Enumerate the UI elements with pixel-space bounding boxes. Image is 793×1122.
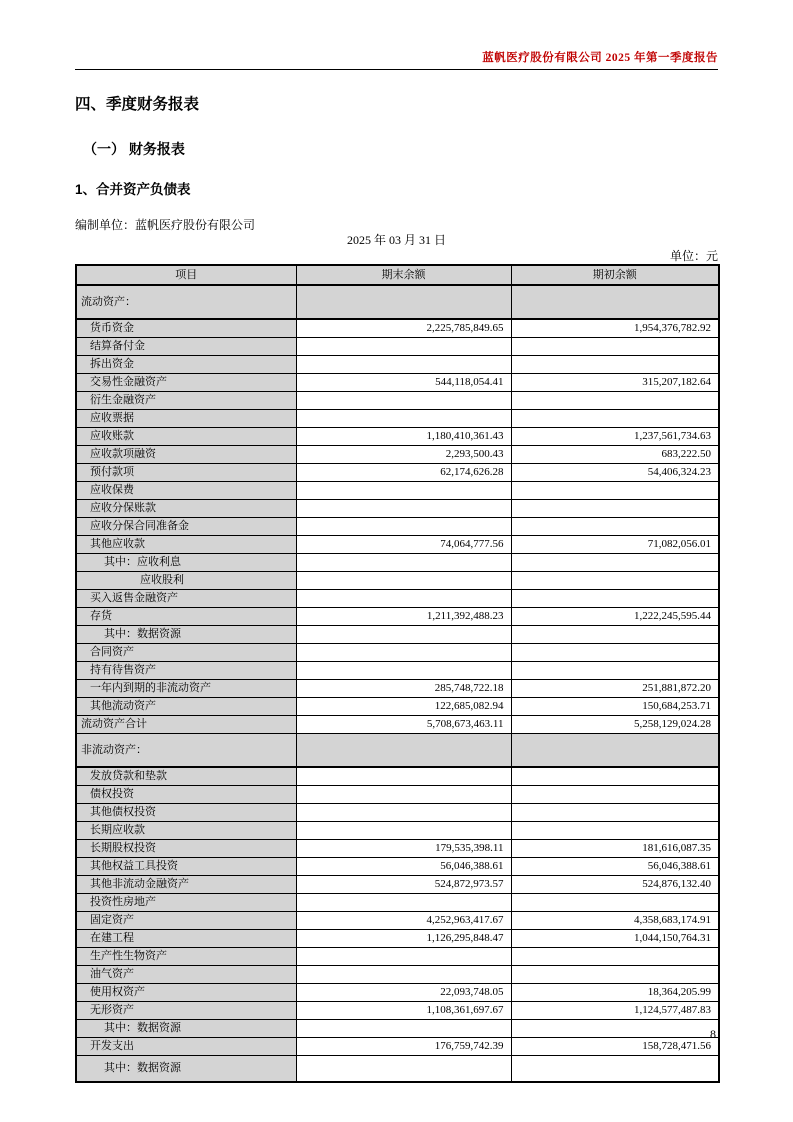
table-row [76,338,719,356]
row-label: 其他非流动金融资产 [76,876,296,894]
table-row [76,464,719,482]
ending-balance-value [296,482,511,500]
row-label: 债权投资 [76,786,296,804]
row-label: 货币资金 [76,319,296,338]
beginning-balance-value: 71,082,056.01 [511,536,719,554]
row-label: 应收分保合同准备金 [76,518,296,536]
row-label: 长期股权投资 [76,840,296,858]
ending-balance-value: 544,118,054.41 [296,374,511,392]
row-label: 流动资产合计 [76,716,296,734]
table-row [76,1002,719,1020]
row-label: 在建工程 [76,930,296,948]
statement-date: 2025 年 03 月 31 日 [346,233,446,247]
table-row [76,716,719,734]
ending-balance-value: 285,748,722.18 [296,680,511,698]
row-label: 固定资产 [76,912,296,930]
header-divider [75,69,718,70]
ending-balance-value: 62,174,626.28 [296,464,511,482]
table-row [76,680,719,698]
table-row [76,644,719,662]
row-label: 应收款项融资 [76,446,296,464]
row-label: 非流动资产： [76,734,296,768]
ending-balance-value: 179,535,398.11 [296,840,511,858]
column-header-item: 项目 [76,265,296,285]
table-row [76,572,719,590]
table-row [76,930,719,948]
table-row [76,319,719,338]
table-row [76,1056,719,1083]
ending-balance-value [296,1020,511,1038]
ending-balance-value [296,338,511,356]
ending-balance-value [296,410,511,428]
table-row [76,392,719,410]
table-row [76,912,719,930]
ending-balance-value [296,948,511,966]
beginning-balance-value [511,356,719,374]
row-label: 应收股利 [76,572,296,590]
page-number: 8 [710,1027,716,1041]
ending-balance-value: 1,108,361,697.67 [296,1002,511,1020]
row-label: 存货 [76,608,296,626]
row-label: 生产性生物资产 [76,948,296,966]
ending-balance-value [296,554,511,572]
beginning-balance-value [511,554,719,572]
ending-balance-value [296,356,511,374]
table-row [76,374,719,392]
beginning-balance-value [511,285,719,319]
ending-balance-value [296,767,511,786]
row-label: 发放贷款和垫款 [76,767,296,786]
row-label: 长期应收款 [76,822,296,840]
ending-balance-value: 4,252,963,417.67 [296,912,511,930]
beginning-balance-value [511,894,719,912]
row-label: 应收分保账款 [76,500,296,518]
table-row [76,786,719,804]
beginning-balance-value [511,500,719,518]
beginning-balance-value: 1,954,376,782.92 [511,319,719,338]
table-row [76,626,719,644]
row-label: 预付款项 [76,464,296,482]
row-label: 开发支出 [76,1038,296,1056]
row-label: 其他应收款 [76,536,296,554]
row-label: 其中：数据资源 [76,1056,296,1083]
ending-balance-value: 56,046,388.61 [296,858,511,876]
row-label: 其他债权投资 [76,804,296,822]
row-label: 其中：应收利息 [76,554,296,572]
beginning-balance-value [511,804,719,822]
ending-balance-value [296,662,511,680]
column-header-beginning-balance: 期初余额 [511,265,719,285]
beginning-balance-value [511,822,719,840]
beginning-balance-value [511,1056,719,1083]
beginning-balance-value: 158,728,471.56 [511,1038,719,1056]
beginning-balance-value: 1,237,561,734.63 [511,428,719,446]
table-row [76,840,719,858]
ending-balance-value: 176,759,742.39 [296,1038,511,1056]
row-label: 衍生金融资产 [76,392,296,410]
beginning-balance-value [511,590,719,608]
row-label: 其他流动资产 [76,698,296,716]
table-row [76,948,719,966]
row-label: 使用权资产 [76,984,296,1002]
beginning-balance-value: 1,044,150,764.31 [511,930,719,948]
beginning-balance-value: 5,258,129,024.28 [511,716,719,734]
beginning-balance-value [511,734,719,768]
ending-balance-value [296,804,511,822]
ending-balance-value: 122,685,082.94 [296,698,511,716]
table-row [76,446,719,464]
balance-sheet-table [75,264,720,1083]
table-row [76,876,719,894]
beginning-balance-value [511,662,719,680]
beginning-balance-value: 54,406,324.23 [511,464,719,482]
ending-balance-value: 74,064,777.56 [296,536,511,554]
unit-label: 单位：元 [669,249,718,263]
beginning-balance-value: 56,046,388.61 [511,858,719,876]
document-header-title: 蓝帆医疗股份有限公司 2025 年第一季度报告 [482,52,718,64]
ending-balance-value [296,894,511,912]
table-row [76,482,719,500]
beginning-balance-value: 150,684,253.71 [511,698,719,716]
table-header-row [76,265,719,285]
table-row [76,608,719,626]
section-heading-quarterly-statements: 四、季度财务报表 [75,96,200,113]
table-row [76,662,719,680]
table-row [76,500,719,518]
beginning-balance-value: 1,222,245,595.44 [511,608,719,626]
table-row [76,698,719,716]
table-row [76,536,719,554]
beginning-balance-value: 18,364,205.99 [511,984,719,1002]
prepared-by-line: 编制单位：蓝帆医疗股份有限公司 [75,218,256,232]
beginning-balance-value [511,518,719,536]
beginning-balance-value [511,948,719,966]
table-row [76,858,719,876]
table-row [76,822,719,840]
ending-balance-value [296,822,511,840]
table-row [76,734,719,768]
row-label: 其他权益工具投资 [76,858,296,876]
beginning-balance-value [511,572,719,590]
beginning-balance-value: 1,124,577,487.83 [511,1002,719,1020]
ending-balance-value [296,1056,511,1083]
table-row [76,518,719,536]
row-label: 合同资产 [76,644,296,662]
row-label: 持有待售资产 [76,662,296,680]
ending-balance-value [296,392,511,410]
beginning-balance-value: 181,616,087.35 [511,840,719,858]
beginning-balance-value [511,767,719,786]
row-label: 其中：数据资源 [76,626,296,644]
beginning-balance-value [511,626,719,644]
beginning-balance-value [511,1020,719,1038]
row-label: 一年内到期的非流动资产 [76,680,296,698]
beginning-balance-value: 683,222.50 [511,446,719,464]
ending-balance-value: 5,708,673,463.11 [296,716,511,734]
ending-balance-value [296,285,511,319]
row-label: 拆出资金 [76,356,296,374]
beginning-balance-value [511,482,719,500]
beginning-balance-value [511,392,719,410]
column-header-ending-balance: 期末余额 [296,265,511,285]
beginning-balance-value [511,338,719,356]
ending-balance-value: 22,093,748.05 [296,984,511,1002]
table-row [76,984,719,1002]
ending-balance-value [296,966,511,984]
beginning-balance-value [511,644,719,662]
statement-title-consolidated-balance-sheet: 1、合并资产负债表 [75,182,191,197]
table-row [76,1020,719,1038]
table-row [76,804,719,822]
ending-balance-value [296,626,511,644]
row-label: 流动资产： [76,285,296,319]
row-label: 应收保费 [76,482,296,500]
row-label: 其中：数据资源 [76,1020,296,1038]
ending-balance-value [296,572,511,590]
beginning-balance-value: 4,358,683,174.91 [511,912,719,930]
row-label: 结算备付金 [76,338,296,356]
table-row [76,356,719,374]
ending-balance-value [296,590,511,608]
row-label: 交易性金融资产 [76,374,296,392]
beginning-balance-value: 251,881,872.20 [511,680,719,698]
beginning-balance-value [511,410,719,428]
beginning-balance-value: 315,207,182.64 [511,374,719,392]
ending-balance-value [296,734,511,768]
ending-balance-value: 1,126,295,848.47 [296,930,511,948]
beginning-balance-value [511,786,719,804]
ending-balance-value [296,786,511,804]
ending-balance-value [296,644,511,662]
row-label: 油气资产 [76,966,296,984]
table-row [76,410,719,428]
table-row [76,590,719,608]
ending-balance-value: 1,180,410,361.43 [296,428,511,446]
table-row [76,767,719,786]
beginning-balance-value: 524,876,132.40 [511,876,719,894]
table-row [76,966,719,984]
ending-balance-value: 524,872,973.57 [296,876,511,894]
subsection-heading-financial-statements: （一） 财务报表 [83,141,185,157]
row-label: 无形资产 [76,1002,296,1020]
table-row [76,1038,719,1056]
ending-balance-value [296,500,511,518]
table-row [76,894,719,912]
table-row [76,554,719,572]
row-label: 应收账款 [76,428,296,446]
beginning-balance-value [511,966,719,984]
ending-balance-value: 2,225,785,849.65 [296,319,511,338]
table-row [76,428,719,446]
table-row [76,285,719,319]
row-label: 买入返售金融资产 [76,590,296,608]
ending-balance-value: 2,293,500.43 [296,446,511,464]
ending-balance-value: 1,211,392,488.23 [296,608,511,626]
ending-balance-value [296,518,511,536]
row-label: 应收票据 [76,410,296,428]
row-label: 投资性房地产 [76,894,296,912]
